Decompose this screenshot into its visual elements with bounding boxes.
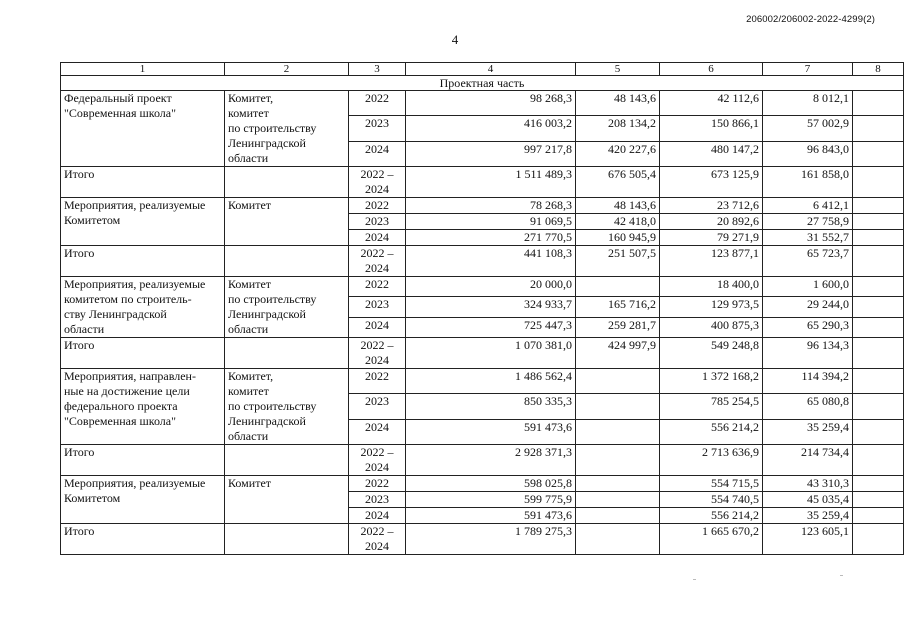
total-row: [61, 246, 904, 277]
value-cell-total: 997 217,8: [406, 141, 576, 166]
event-name-cell: Мероприятия, реализуемые Комитетом: [61, 198, 225, 246]
value-cell-other: [853, 508, 904, 524]
value-cell-total: 98 268,3: [406, 91, 576, 116]
value-cell-total: 1 070 381,0: [406, 338, 576, 369]
table-row: [61, 198, 904, 214]
value-cell-regional: 556 214,2: [660, 508, 763, 524]
value-cell-local: 31 552,7: [763, 230, 853, 246]
value-cell-regional: 1 372 168,2: [660, 369, 763, 394]
value-cell-local: 1 600,0: [763, 277, 853, 297]
executor-cell: [225, 167, 349, 198]
value-cell-federal: [576, 492, 660, 508]
value-cell-other: [853, 492, 904, 508]
value-cell-total: 725 447,3: [406, 317, 576, 337]
value-cell-total: 599 775,9: [406, 492, 576, 508]
value-cell-other: [853, 369, 904, 394]
year-cell: 2024: [349, 317, 406, 337]
value-cell-total: 1 486 562,4: [406, 369, 576, 394]
executor-cell: [225, 524, 349, 555]
value-cell-federal: 160 945,9: [576, 230, 660, 246]
value-cell-regional: 129 973,5: [660, 297, 763, 317]
value-cell-local: 65 723,7: [763, 246, 853, 277]
year-cell: 2023: [349, 297, 406, 317]
executor-cell: Комитет: [225, 198, 349, 246]
period-cell: 2022 – 2024: [349, 445, 406, 476]
value-cell-federal: [576, 419, 660, 444]
value-cell-local: 27 758,9: [763, 214, 853, 230]
value-cell-total: 324 933,7: [406, 297, 576, 317]
total-row: [61, 338, 904, 369]
value-cell-federal: 208 134,2: [576, 116, 660, 141]
value-cell-total: 598 025,8: [406, 476, 576, 492]
value-cell-regional: 554 715,5: [660, 476, 763, 492]
value-cell-regional: 2 713 636,9: [660, 445, 763, 476]
executor-cell: Комитет по строительству Ленинградской области: [225, 277, 349, 338]
page-number: 4: [451, 32, 459, 47]
period-cell: 2022 – 2024: [349, 338, 406, 369]
value-cell-federal: 676 505,4: [576, 167, 660, 198]
year-cell: 2022: [349, 91, 406, 116]
value-cell-regional: 23 712,6: [660, 198, 763, 214]
total-row: [61, 524, 904, 555]
table-row: [61, 91, 904, 116]
section-title: Проектная часть: [61, 76, 904, 91]
value-cell-regional: 20 892,6: [660, 214, 763, 230]
budget-table: [60, 62, 904, 555]
value-cell-local: 214 734,4: [763, 445, 853, 476]
value-cell-other: [853, 167, 904, 198]
period-cell: 2022 – 2024: [349, 246, 406, 277]
value-cell-federal: [576, 445, 660, 476]
year-cell: 2022: [349, 198, 406, 214]
event-name-cell: Мероприятия, реализуемые Комитетом: [61, 476, 225, 524]
value-cell-regional: 18 400,0: [660, 277, 763, 297]
col-header: 2: [225, 63, 349, 76]
value-cell-regional: 673 125,9: [660, 167, 763, 198]
value-cell-regional: 1 665 670,2: [660, 524, 763, 555]
value-cell-local: 96 843,0: [763, 141, 853, 166]
value-cell-federal: [576, 394, 660, 419]
section-row: [61, 76, 904, 91]
executor-cell: Комитет, комитет по строительству Ленинградской области: [225, 91, 349, 167]
executor-cell: [225, 246, 349, 277]
year-cell: 2023: [349, 214, 406, 230]
value-cell-other: [853, 246, 904, 277]
value-cell-regional: 785 254,5: [660, 394, 763, 419]
value-cell-total: 416 003,2: [406, 116, 576, 141]
col-header: 7: [763, 63, 853, 76]
value-cell-other: [853, 141, 904, 166]
year-cell: 2024: [349, 419, 406, 444]
scan-mark: [693, 579, 696, 580]
value-cell-federal: 420 227,6: [576, 141, 660, 166]
value-cell-federal: 165 716,2: [576, 297, 660, 317]
value-cell-total: 271 770,5: [406, 230, 576, 246]
total-row: [61, 167, 904, 198]
value-cell-federal: [576, 369, 660, 394]
value-cell-total: 1 511 489,3: [406, 167, 576, 198]
value-cell-other: [853, 445, 904, 476]
period-cell: 2022 – 2024: [349, 167, 406, 198]
event-name-cell: Мероприятия, реализуемые комитетом по строитель- ству Ленинградской области: [61, 277, 225, 338]
year-cell: 2024: [349, 141, 406, 166]
value-cell-federal: 48 143,6: [576, 198, 660, 214]
value-cell-local: 114 394,2: [763, 369, 853, 394]
total-label: Итого: [61, 338, 225, 369]
value-cell-federal: [576, 476, 660, 492]
value-cell-total: 1 789 275,3: [406, 524, 576, 555]
value-cell-federal: [576, 277, 660, 297]
value-cell-other: [853, 524, 904, 555]
year-cell: 2023: [349, 492, 406, 508]
col-header: 4: [406, 63, 576, 76]
value-cell-regional: 123 877,1: [660, 246, 763, 277]
value-cell-local: 57 002,9: [763, 116, 853, 141]
value-cell-federal: 424 997,9: [576, 338, 660, 369]
year-cell: 2024: [349, 508, 406, 524]
table-row: [61, 369, 904, 394]
value-cell-total: 20 000,0: [406, 277, 576, 297]
total-label: Итого: [61, 167, 225, 198]
total-label: Итого: [61, 524, 225, 555]
value-cell-regional: 554 740,5: [660, 492, 763, 508]
value-cell-other: [853, 317, 904, 337]
year-cell: 2023: [349, 116, 406, 141]
value-cell-total: 850 335,3: [406, 394, 576, 419]
executor-cell: Комитет, комитет по строительству Ленинградской области: [225, 369, 349, 445]
value-cell-other: [853, 91, 904, 116]
year-cell: 2022: [349, 277, 406, 297]
value-cell-other: [853, 297, 904, 317]
value-cell-other: [853, 394, 904, 419]
value-cell-local: 96 134,3: [763, 338, 853, 369]
value-cell-regional: 549 248,8: [660, 338, 763, 369]
value-cell-other: [853, 214, 904, 230]
total-label: Итого: [61, 246, 225, 277]
event-name-cell: Мероприятия, направлен- ные на достижение цели федерального проекта "Современная школа": [61, 369, 225, 445]
value-cell-federal: [576, 508, 660, 524]
value-cell-regional: 556 214,2: [660, 419, 763, 444]
value-cell-local: 35 259,4: [763, 419, 853, 444]
table-row: [61, 476, 904, 492]
value-cell-federal: 48 143,6: [576, 91, 660, 116]
table-header-row: [61, 63, 904, 76]
value-cell-local: 43 310,3: [763, 476, 853, 492]
value-cell-total: 591 473,6: [406, 419, 576, 444]
value-cell-local: 45 035,4: [763, 492, 853, 508]
value-cell-local: 35 259,4: [763, 508, 853, 524]
value-cell-federal: 251 507,5: [576, 246, 660, 277]
executor-cell: [225, 338, 349, 369]
col-header: 5: [576, 63, 660, 76]
executor-cell: Комитет: [225, 476, 349, 524]
table-row: [61, 277, 904, 297]
value-cell-local: 29 244,0: [763, 297, 853, 317]
value-cell-total: 591 473,6: [406, 508, 576, 524]
value-cell-regional: 79 271,9: [660, 230, 763, 246]
executor-cell: [225, 445, 349, 476]
col-header: 1: [61, 63, 225, 76]
total-row: [61, 445, 904, 476]
year-cell: 2022: [349, 369, 406, 394]
value-cell-total: 78 268,3: [406, 198, 576, 214]
value-cell-federal: 259 281,7: [576, 317, 660, 337]
year-cell: 2023: [349, 394, 406, 419]
value-cell-total: 441 108,3: [406, 246, 576, 277]
value-cell-federal: [576, 524, 660, 555]
value-cell-federal: 42 418,0: [576, 214, 660, 230]
col-header: 8: [853, 63, 904, 76]
period-cell: 2022 – 2024: [349, 524, 406, 555]
value-cell-local: 123 605,1: [763, 524, 853, 555]
scan-mark: [840, 575, 843, 576]
value-cell-other: [853, 230, 904, 246]
total-label: Итого: [61, 445, 225, 476]
value-cell-local: 65 080,8: [763, 394, 853, 419]
event-name-cell: Федеральный проект "Современная школа": [61, 91, 225, 167]
value-cell-regional: 480 147,2: [660, 141, 763, 166]
value-cell-other: [853, 419, 904, 444]
value-cell-other: [853, 338, 904, 369]
value-cell-other: [853, 116, 904, 141]
value-cell-local: 6 412,1: [763, 198, 853, 214]
value-cell-local: 8 012,1: [763, 91, 853, 116]
value-cell-regional: 400 875,3: [660, 317, 763, 337]
value-cell-local: 65 290,3: [763, 317, 853, 337]
value-cell-regional: 150 866,1: [660, 116, 763, 141]
year-cell: 2024: [349, 230, 406, 246]
year-cell: 2022: [349, 476, 406, 492]
value-cell-other: [853, 476, 904, 492]
value-cell-total: 2 928 371,3: [406, 445, 576, 476]
value-cell-regional: 42 112,6: [660, 91, 763, 116]
col-header: 6: [660, 63, 763, 76]
value-cell-other: [853, 198, 904, 214]
value-cell-local: 161 858,0: [763, 167, 853, 198]
value-cell-total: 91 069,5: [406, 214, 576, 230]
document-id: 206002/206002-2022-4299(2): [746, 14, 875, 25]
value-cell-other: [853, 277, 904, 297]
col-header: 3: [349, 63, 406, 76]
